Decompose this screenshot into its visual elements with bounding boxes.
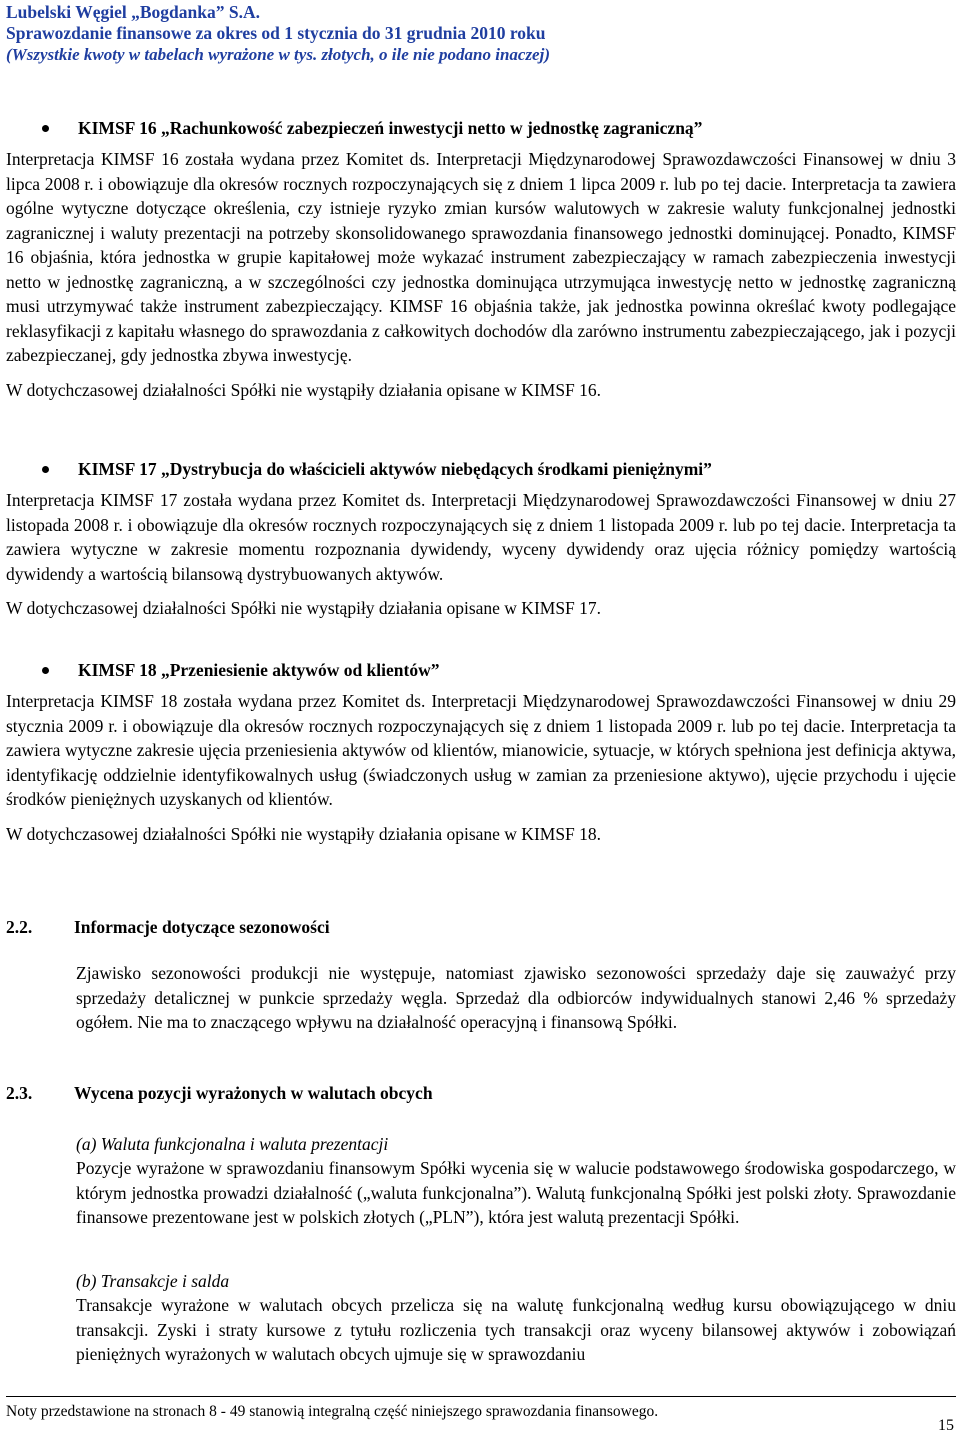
subsection-b-text: Transakcje wyrażone w walutach obcych przelicza się na walutę funkcjonalną według kursu obowiązującego w dniu transakcji. Zyski i straty kursowe z tytułu rozliczenia tych transakcji oraz wyceny bilansowej aktywów i zobowiązań pieniężnych wyrażonych w walutach obcych ujmuje się w sprawozdaniu (76, 1295, 956, 1364)
section-2-2-body (76, 961, 956, 1035)
section-kimsf-18 (6, 659, 956, 846)
section-2-2-heading (6, 915, 956, 939)
bullet-icon (42, 466, 49, 473)
kimsf-17-heading (6, 458, 956, 480)
subsection-b-title: (b) Transakcje i salda (76, 1271, 230, 1291)
kimsf-17-paragraph: Interpretacja KIMSF 17 została wydana przez Komitet ds. Interpretacji Międzynarodowej Sprawozdawczości Finansowej w dniu 27 listopada 2008 r. i obowiązuje dla okresów rocznych rozpoczynających się z dniem 1 listopada 2009 r. lub po tej dacie. Interpretacja ta zawiera wytyczne w zakresie momentu rozpoznania dywidendy, wyceny dywidendy oraz ujęcia różnicy pomiędzy wartością dywidendy a wartością bilansową dystrybuowanych aktywów. (6, 490, 956, 584)
kimsf-16-heading (6, 117, 956, 139)
page-number: 15 (938, 1417, 954, 1434)
kimsf-18-conclusion: W dotychczasowej działalności Spółki nie wystąpiły działania opisane w KIMSF 18. (6, 823, 602, 844)
section-2-3-a (76, 1132, 956, 1230)
section-2-3-b (76, 1269, 956, 1367)
report-title: Sprawozdanie finansowe za okres od 1 stycznia do 31 grudnia 2010 roku (6, 23, 546, 43)
page-header (6, 2, 956, 65)
section-number: 2.3. (6, 1083, 33, 1103)
bullet-icon (42, 667, 49, 674)
kimsf-16-paragraph: Interpretacja KIMSF 16 została wydana przez Komitet ds. Interpretacji Międzynarodowej Sprawozdawczości Finansowej w dniu 3 lipca 2008 r. i obowiązuje dla okresów rocznych rozpoczynających się z dniem 1 lipca 2009 r. lub po tej dacie. Interpretacja ta zawiera ogólne wytyczne dotyczące określenia, czy istnieje ryzyko zmian kursów walutowych w zakresie waluty funkcjonalnej jednostki zagranicznej i waluty prezentacji na potrzeby skonsolidowanego sprawozdania finansowego jednostki dominującej. Ponadto, KIMSF 16 objaśnia, która jednostka w grupie kapitałowej może wykazać instrument zabezpieczający w ramach zabezpieczenia inwestycji netto w jednostkę zagraniczną, a w szczególności czy jednostka dominująca utrzymująca inwestycję netto w jednostkę zagraniczną musi utrzymywać także instrument zabezpieczający. KIMSF 16 objaśnia także, jak jednostka powinna określać kwoty podlegające reklasyfikacji z kapitału własnego do sprawozdania z całkowitych dochodów dla zarówno instrumentu zabezpieczającego, jak i pozycji zabezpieczanej, gdy jednostka zbywa inwestycję. (6, 149, 956, 365)
section-title: Wycena pozycji wyrażonych w walutach obcych (74, 1083, 433, 1103)
amounts-note: (Wszystkie kwoty w tabelach wyrażone w tys. złotych, o ile nie podano inaczej) (6, 45, 550, 64)
footer-divider (6, 1396, 956, 1397)
kimsf-18-title: KIMSF 18 „Przeniesienie aktywów od klientów” (78, 660, 440, 680)
kimsf-16-conclusion: W dotychczasowej działalności Spółki nie wystąpiły działania opisane w KIMSF 16. (6, 379, 602, 400)
seasonality-paragraph: Zjawisko sezonowości produkcji nie występuje, natomiast zjawisko sezonowości sprzedaży daje się zauważyć przy sprzedaży detalicznej w punkcie sprzedaży węgla. Sprzedaż dla odbiorców indywidualnych stanowi 2,46 % sprzedaży ogółem. Nie ma to znaczącego wpływu na działalność operacyjną i finansową Spółki. (76, 963, 956, 1032)
kimsf-18-heading (6, 659, 956, 681)
section-number: 2.2. (6, 917, 33, 937)
kimsf-18-paragraph: Interpretacja KIMSF 18 została wydana przez Komitet ds. Interpretacji Międzynarodowej Sprawozdawczości Finansowej w dniu 29 stycznia 2009 r. i obowiązuje dla okresów rocznych rozpoczynających się z dniem 1 listopada 2009 r. lub po tej dacie. Interpretacja ta zawiera wytyczne zakresie ujęcia przeniesienia aktywów od klientów, mianowicie, sytuacje, w których spełniona jest definicja aktywa, identyfikację oddzielnie identyfikowalnych usług (świadczonych usług w zamian za przeniesione aktywo), ujęcie przychodu i ujęcie środków pieniężnych uzyskanych od klientów. (6, 691, 956, 809)
section-title: Informacje dotyczące sezonowości (74, 917, 330, 937)
subsection-a-text: Pozycje wyrażone w sprawozdaniu finansowym Spółki wycenia się w walucie podstawowego środowiska gospodarczego, w którym jednostka prowadzi działalność („waluta funkcjonalna”). Walutą funkcjonalną Spółki jest polski złoty. Sprawozdanie finansowe prezentowane jest w polskich złotych („PLN”), która jest walutą prezentacji Spółki. (76, 1158, 956, 1227)
kimsf-16-title: KIMSF 16 „Rachunkowość zabezpieczeń inwestycji netto w jednostkę zagraniczną” (78, 118, 703, 138)
kimsf-17-title: KIMSF 17 „Dystrybucja do właścicieli aktywów niebędących środkami pieniężnymi” (78, 459, 712, 479)
company-name: Lubelski Węgiel „Bogdanka” S.A. (6, 2, 260, 22)
section-kimsf-17 (6, 458, 956, 621)
section-kimsf-16 (6, 117, 956, 402)
bullet-icon (42, 125, 49, 132)
section-2-3-heading (6, 1081, 956, 1105)
kimsf-17-conclusion: W dotychczasowej działalności Spółki nie wystąpiły działania opisane w KIMSF 17. (6, 598, 602, 618)
footer-note: Noty przedstawione na stronach 8 - 49 stanowią integralną część niniejszego sprawozdania finansowego. (6, 1403, 659, 1420)
subsection-a-title: (a) Waluta funkcjonalna i waluta prezentacji (76, 1134, 389, 1154)
